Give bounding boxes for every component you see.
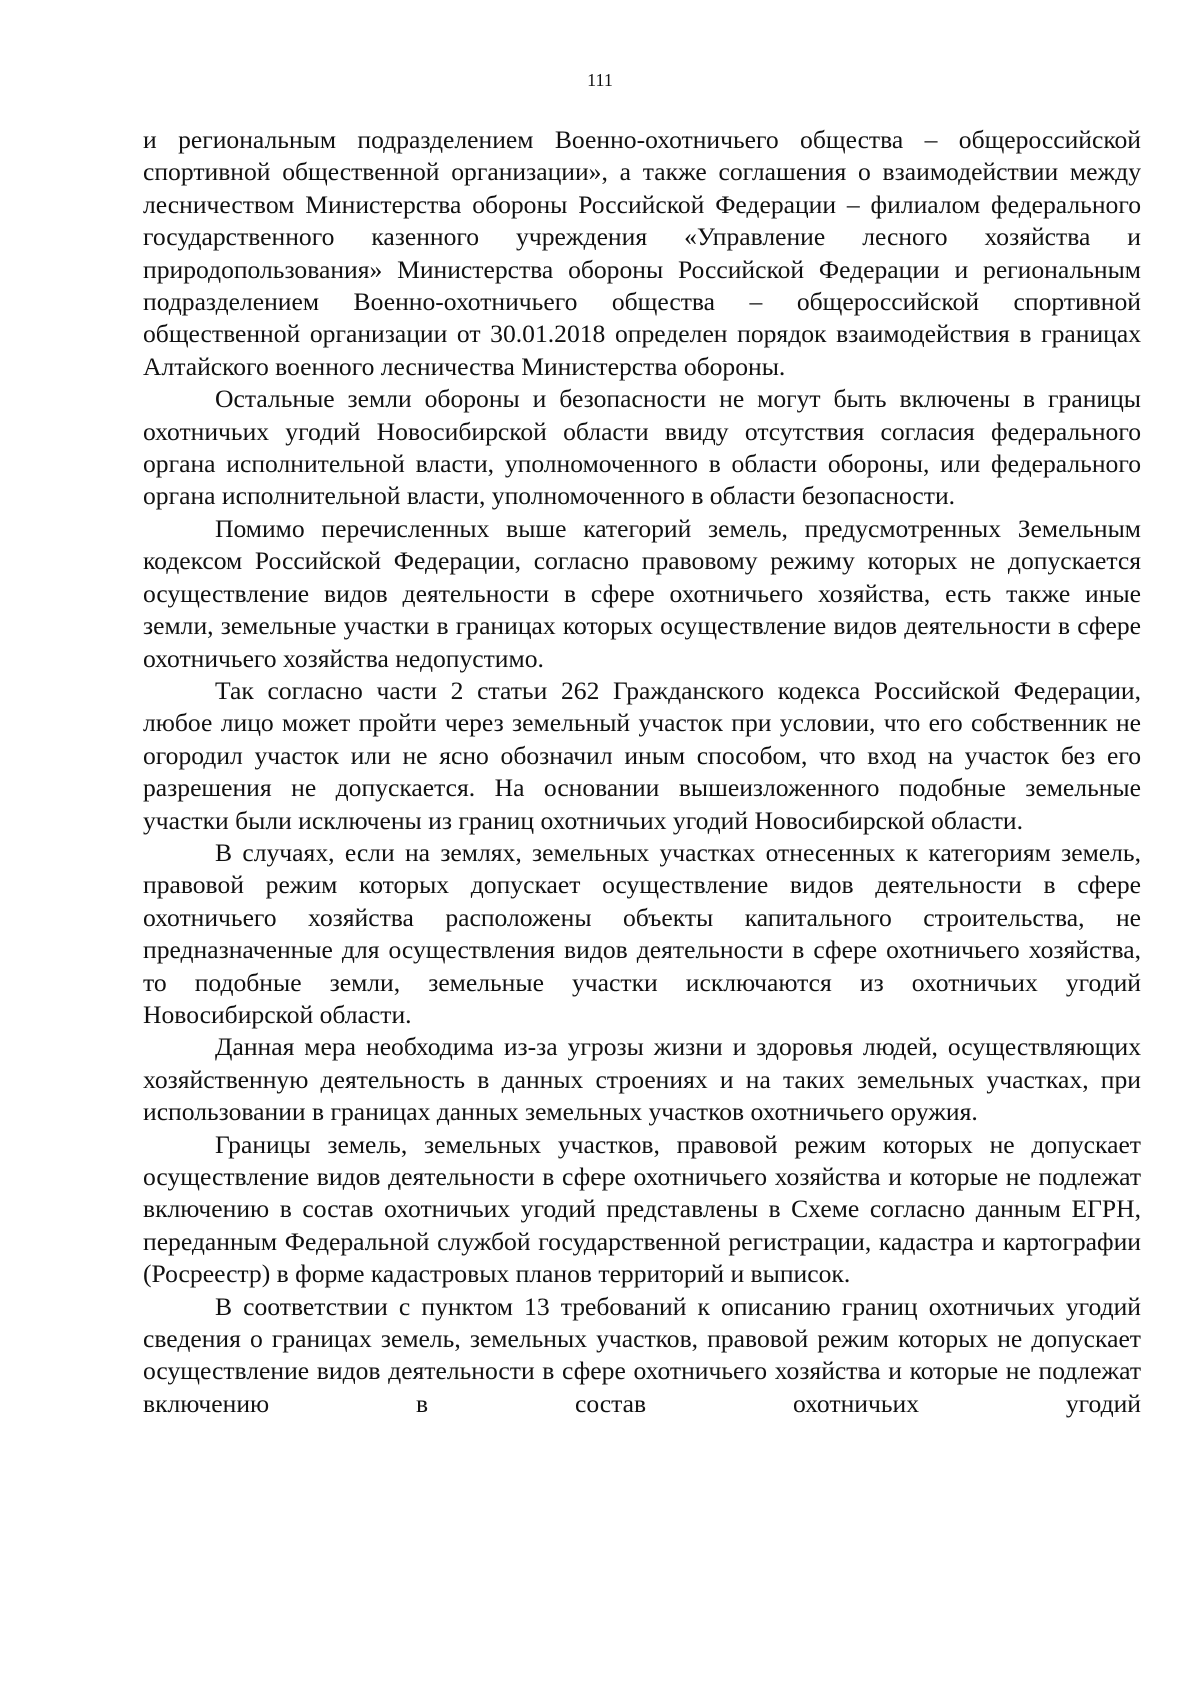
paragraph-2: Остальные земли обороны и безопасности не могут быть включены в границы охотничьих угодий Новосибирской области ввиду отсутствия согласия федерального органа исполнительной власти, уполномоченного в области обороны, или федерального органа исполнительной власти, уполномоченного в области безопасности.: [143, 384, 1141, 511]
paragraph-7: Границы земель, земельных участков, правовой режим которых не допускает осуществление видов деятельности в сфере охотничьего хозяйства и которые не подлежат включению в состав охотничьих угодий представлены в Схеме согласно данным ЕГРН, переданным Федеральной службой государственной регистрации, кадастра и картографии (Росреестр) в форме кадастровых планов территорий и выписок.: [143, 1129, 1141, 1289]
paragraph-4: Так согласно части 2 статьи 262 Гражданского кодекса Российской Федерации, любое лицо может пройти через земельный участок при условии, что его собственник не огородил участок или не ясно обозначил иным способом, что вход на участок без его разрешения не допускается. На основании вышеизложенного подобные земельные участки были исключены из границ охотничьих угодий Новосибирской области.: [143, 675, 1141, 835]
paragraph-3: Помимо перечисленных выше категорий земель, предусмотренных Земельным кодексом Российской Федерации, согласно правовому режиму которых не допускается осуществление видов деятельности в сфере охотничьего хозяйства, есть также иные земли, земельные участки в границах которых осуществление видов деятельности в сфере охотничьего хозяйства недопустимо.: [143, 513, 1141, 673]
paragraph-5: В случаях, если на землях, земельных участках отнесенных к категориям земель, правовой режим которых допускает осуществление видов деятельности в сфере охотничьего хозяйства расположены объекты капитального строительства, не предназначенные для осуществления видов деятельности в сфере охотничьего хозяйства, то подобные земли, земельные участки исключаются из охотничьих угодий Новосибирской области.: [143, 837, 1141, 1029]
paragraph-8: В соответствии с пунктом 13 требований к описанию границ охотничьих угодий сведения о границах земель, земельных участков, правовой режим которых не допускает осуществление видов деятельности в сфере охотничьего хозяйства и которые не подлежат включению в состав охотничьих угодий: [143, 1291, 1141, 1418]
page-number: 111: [587, 70, 613, 90]
body-text: [143, 124, 1141, 1420]
paragraph-1: и региональным подразделением Военно-охотничьего общества – общероссийской спортивной общественной организации», а также соглашения о взаимодействии между лесничеством Министерства обороны Российской Федерации – филиалом федерального государственного казенного учреждения «Управление лесного хозяйства и природопользования» Министерства обороны Российской Федерации и региональным подразделением Военно-охотничьего общества – общероссийской спортивной общественной организации от 30.01.2018 определен порядок взаимодействия в границах Алтайского военного лесничества Министерства обороны.: [143, 125, 1141, 381]
paragraph-6: Данная мера необходима из-за угрозы жизни и здоровья людей, осуществляющих хозяйственную деятельность в данных строениях и на таких земельных участках, при использовании в границах данных земельных участков охотничьего оружия.: [143, 1032, 1141, 1127]
